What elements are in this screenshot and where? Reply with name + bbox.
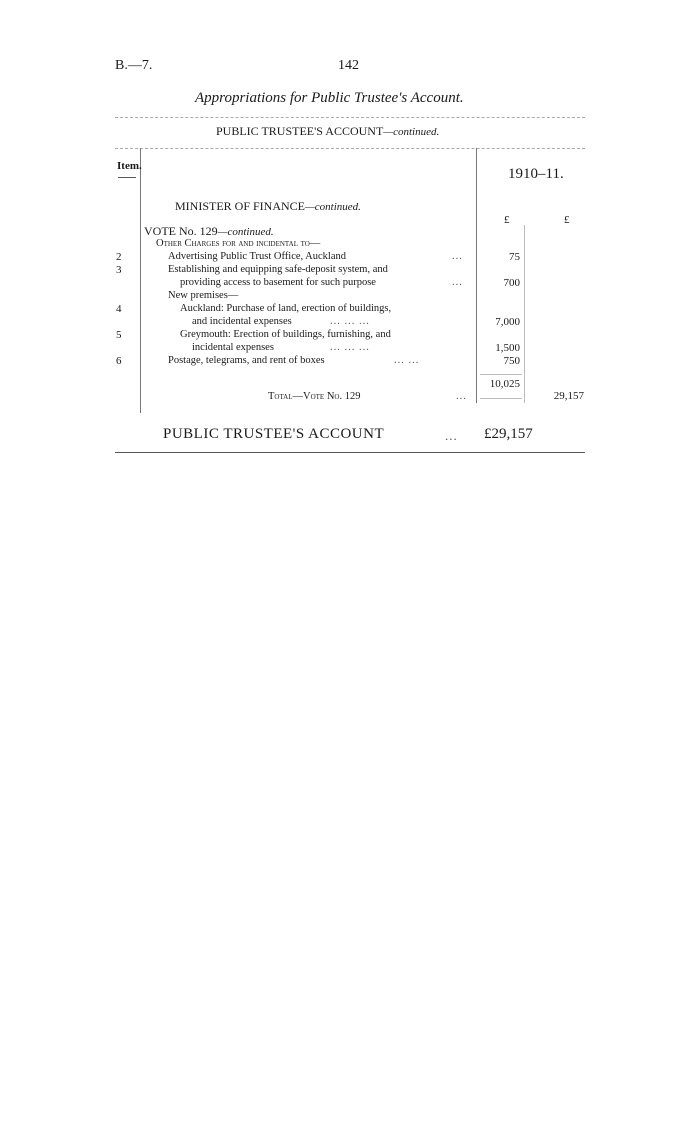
total-double-rule xyxy=(480,398,522,399)
subheading-new-premises: New premises— xyxy=(168,290,239,301)
item-description: Establishing and equipping safe-deposit system, and xyxy=(168,264,388,275)
leader-dots: ... xyxy=(456,391,467,402)
item-number: 5 xyxy=(116,329,122,341)
leader-dots: ... xyxy=(452,251,463,262)
item-amount: 750 xyxy=(503,355,520,367)
summary-amount: £29,157 xyxy=(484,426,533,442)
item-amount: 1,500 xyxy=(495,342,520,354)
item-description-continued: providing access to basement for such purpose xyxy=(180,277,376,288)
item-amount: 75 xyxy=(509,251,520,263)
vote-heading: VOTE No. 129—continued. xyxy=(144,224,274,238)
item-column-header: Item. xyxy=(117,160,142,172)
item-description-continued: incidental expenses xyxy=(192,342,274,353)
item-description: Postage, telegrams, and rent of boxes xyxy=(168,355,325,366)
total-amount: 29,157 xyxy=(553,390,584,402)
year-header: 1910–11. xyxy=(508,166,564,182)
item-column-rule xyxy=(140,148,141,413)
item-number: 2 xyxy=(116,251,122,263)
item-amount: 7,000 xyxy=(495,316,520,328)
subtotal-rule xyxy=(480,374,522,375)
other-charges-heading: Other Charges for and incidental to— xyxy=(156,238,321,249)
currency-symbol-col2: £ xyxy=(564,214,570,226)
item-number: 4 xyxy=(116,303,122,315)
amount-column-rule xyxy=(476,148,477,403)
page-reference: B.—7. xyxy=(115,58,153,73)
item-amount: 700 xyxy=(503,277,520,289)
item-description: Auckland: Purchase of land, erection of buildings, xyxy=(180,303,392,314)
amount-subcolumn-rule xyxy=(524,225,525,403)
leader-dots: ... xyxy=(452,277,463,288)
leader-dots: ... ... ... xyxy=(330,342,370,353)
page-number: 142 xyxy=(338,58,359,73)
section-title: PUBLIC TRUSTEE'S ACCOUNT—continued. xyxy=(216,124,440,138)
bottom-rule xyxy=(115,452,585,453)
table-top-rule xyxy=(115,148,585,149)
item-number: 6 xyxy=(116,355,122,367)
summary-label: PUBLIC TRUSTEE'S ACCOUNT xyxy=(163,426,385,442)
item-description-continued: and incidental expenses xyxy=(192,316,292,327)
running-title: Appropriations for Public Trustee's Account. xyxy=(195,90,464,106)
leader-dots: ... ... ... xyxy=(330,316,370,327)
minister-heading: MINISTER OF FINANCE—continued. xyxy=(175,199,361,213)
subtotal-amount: 10,025 xyxy=(489,378,520,390)
item-number: 3 xyxy=(116,264,122,276)
item-description: Advertising Public Trust Office, Auckland xyxy=(168,251,347,262)
leader-dots: ... xyxy=(445,428,458,443)
item-description: Greymouth: Erection of buildings, furnishing, and xyxy=(180,329,391,340)
leader-dots: ... ... xyxy=(394,355,420,366)
item-header-underline xyxy=(118,177,136,178)
header-divider xyxy=(115,117,585,118)
currency-symbol-col1: £ xyxy=(504,214,510,226)
total-label: Total—Vote No. 129 xyxy=(268,391,361,402)
